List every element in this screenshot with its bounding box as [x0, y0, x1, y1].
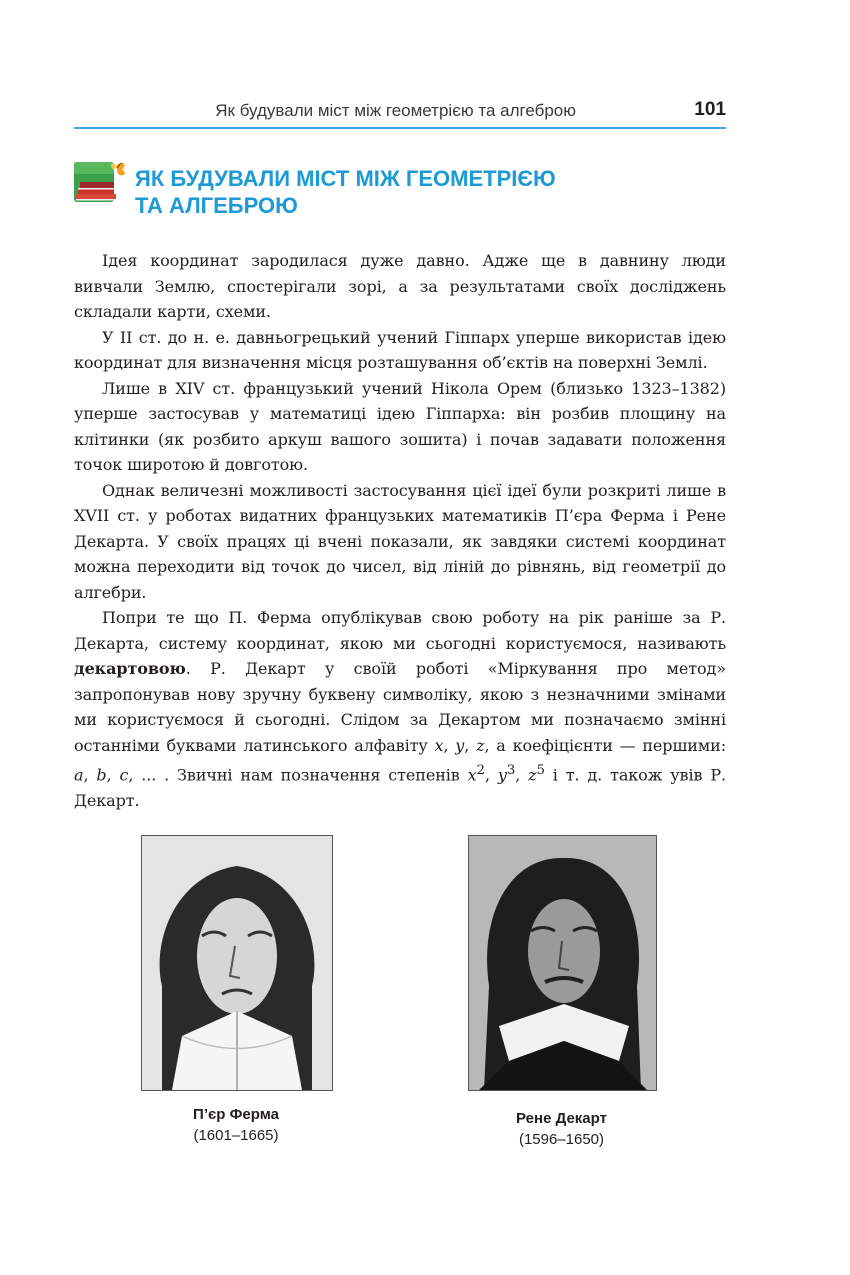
paragraph-4: Однак величезні можливості застосування цієї ідеї були розкриті лише в XVII ст. у роботах видатних французьких математиків П’єра Ферма і Рене Декарта. У своїх працях ці вчені показали, як завдяки системі координат можна переходити від точок до чисел, від ліній до рівнянь, від геометрії до алгебри. [74, 480, 726, 602]
portrait-fermat [141, 835, 333, 1091]
power-base-y: y [497, 765, 507, 785]
section-title-line-1: ЯК БУДУВАЛИ МІСТ МІЖ ГЕОМЕТРІЄЮ [135, 166, 556, 191]
paragraph-1: Ідея координат зародилася дуже давно. Адже ще в давнину люди вивчали Землю, спостерігали зорі, а за результатами своїх досліджень складали карти, схеми. [74, 251, 726, 321]
var-y: y [455, 735, 465, 755]
p5-text: і т. д. також увів Р. Декарт. [74, 765, 726, 810]
page-number: 101 [694, 99, 726, 120]
power-base-z: z [528, 765, 537, 785]
p5-text: , ... . Звичні нам позначення степенів [128, 765, 468, 785]
portrait-descartes-name: Рене Декарт [516, 1110, 607, 1127]
p5-text: Попри те що П. Ферма опублікував свою роботу на рік раніше за Р. Декарта, систему координат, якою ми сьогодні користуємося, називають [74, 608, 726, 653]
p5-text: . Р. Декарт у своїй роботі «Міркування про метод» запропонував нову зручну буквену символіку, якою з незначними змінами ми користуємося й сьогодні. Слідом за Декартом ми позначаємо змінні останніми буквами латинського алфавіту [74, 659, 726, 755]
power-exponent: 5 [536, 763, 545, 778]
books-butterfly-icon [72, 158, 130, 206]
power-exponent: 2 [476, 763, 485, 778]
portrait-descartes [468, 835, 657, 1091]
portrait-fermat-years: (1601–1665) [193, 1127, 279, 1144]
p5-separator: , [515, 765, 529, 785]
portrait-fermat-caption [141, 1104, 331, 1146]
p5-separator: , [484, 765, 498, 785]
paragraph-3: Лише в XIV ст. французький учений Нікола Орем (близько 1323–1382) уперше застосував у математиці ідею Гіппарха: він розбив площину на клітинки (як розбито аркуш вашого зошита) і почав задавати положення точок широтою й довготою. [74, 378, 726, 474]
p5-separator: , [106, 765, 120, 785]
power-base-x: x [467, 765, 477, 785]
p5-separator: , [464, 735, 477, 755]
p5-separator: , [443, 735, 456, 755]
term-cartesian: декартовою [74, 659, 186, 678]
var-z: z [476, 735, 485, 755]
power-exponent: 3 [506, 763, 516, 778]
p5-text: , а коефіцієнти — першими: [484, 735, 726, 755]
header-divider [74, 127, 726, 129]
p5-separator: , [83, 765, 97, 785]
var-b: b [96, 765, 107, 785]
body-text [74, 248, 726, 813]
portrait-fermat-name: П’єр Ферма [193, 1106, 279, 1123]
section-title-line-2: ТА АЛГЕБРОЮ [135, 193, 298, 218]
paragraph-5 [74, 605, 726, 813]
page-header-title: Як будували міст між геометрією та алгеброю [215, 101, 576, 120]
portrait-descartes-caption [468, 1108, 655, 1150]
var-c: c [119, 765, 129, 785]
var-a: a [74, 765, 84, 785]
section-title [135, 165, 695, 219]
paragraph-2: У ІІ ст. до н. е. давньогрецький учений Гіппарх уперше використав ідею координат для визначення місця розташування об’єктів на поверхні Землі. [74, 327, 726, 372]
var-x: x [434, 735, 444, 755]
portrait-descartes-years: (1596–1650) [518, 1131, 605, 1148]
